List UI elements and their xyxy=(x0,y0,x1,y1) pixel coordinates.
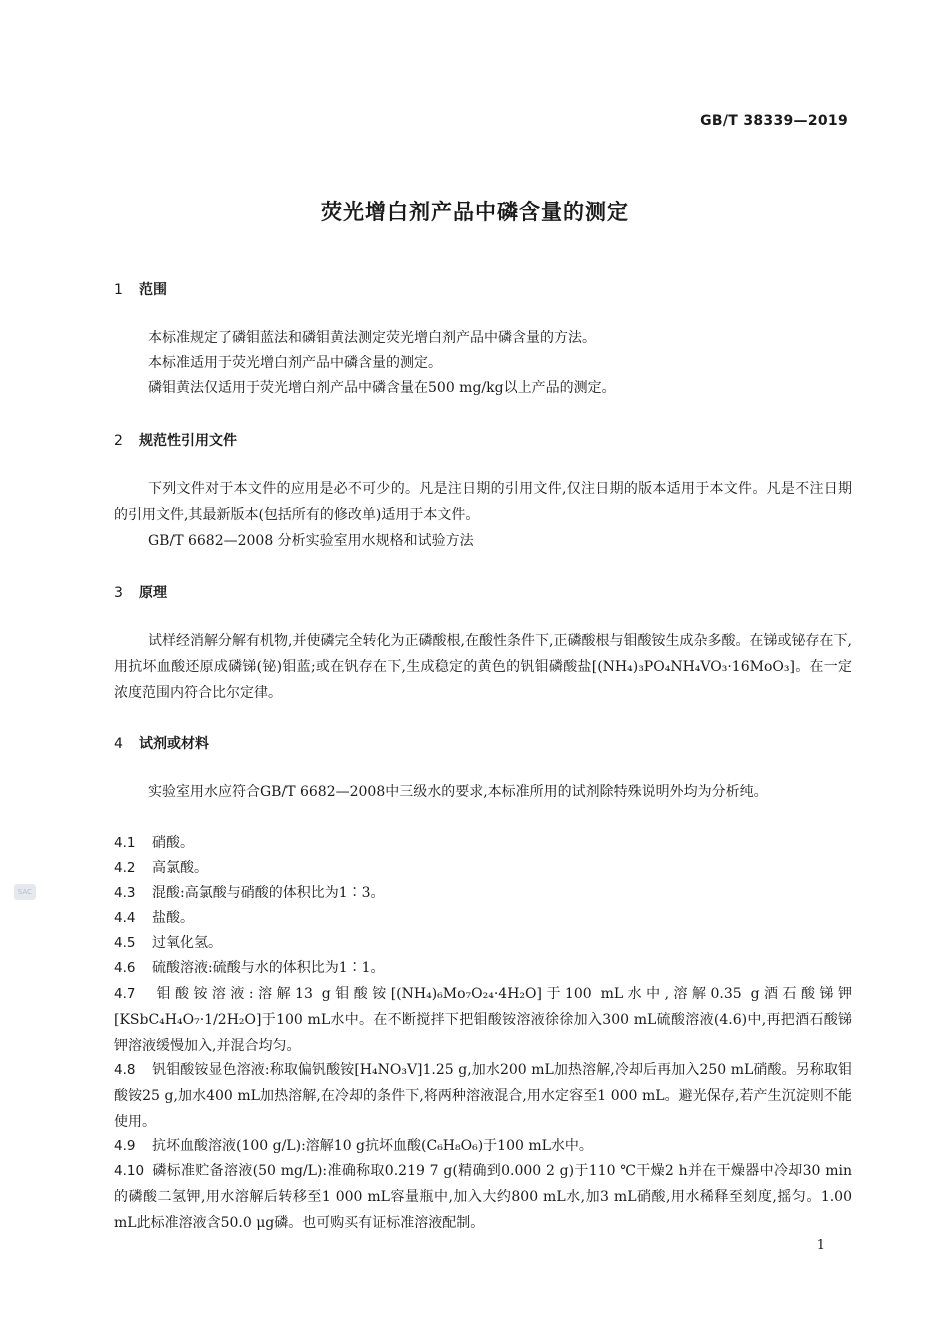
item-text: 钒钼酸铵显色溶液:称取偏钒酸铵[H₄NO₃V]1.25 g,加水200 mL加热溶解,冷却后再加入250 mL硝酸。另称取钼酸铵25 g,加水400 mL加热溶解,在冷却的条件下,将两种溶液混合,用水定容至1 000 mL。避光保存,若产生沉淀则不能使用。 xyxy=(114,1062,852,1130)
reference-entry: GB/T 6682—2008 分析实验室用水规格和试验方法 xyxy=(148,533,474,549)
section-2-heading xyxy=(114,430,237,450)
paragraph: 磷钼黄法仅适用于荧光增白剂产品中磷含量在500 mg/kg以上产品的测定。 xyxy=(148,380,616,396)
item-number: 4.3 xyxy=(114,885,136,901)
list-item xyxy=(114,1158,852,1236)
section-title: 范围 xyxy=(139,282,167,298)
list-item xyxy=(114,1057,852,1135)
paragraph: 本标准适用于荧光增白剂产品中磷含量的测定。 xyxy=(148,355,442,371)
item-text: 混酸:高氯酸与硝酸的体积比为1∶3。 xyxy=(152,885,385,901)
item-text: 抗坏血酸溶液(100 g/L):溶解10 g抗坏血酸(C₆H₈O₆)于100 mL水中。 xyxy=(152,1138,593,1154)
paragraph: 下列文件对于本文件的应用是必不可少的。凡是注日期的引用文件,仅注日期的版本适用于本文件。凡是不注日期的引用文件,其最新版本(包括所有的修改单)适用于本文件。 xyxy=(114,481,852,523)
section-title: 试剂或材料 xyxy=(139,736,209,752)
item-text: 高氯酸。 xyxy=(152,860,208,876)
section-title: 原理 xyxy=(139,585,167,601)
section-number: 3 xyxy=(114,585,123,601)
item-number: 4.2 xyxy=(114,860,136,876)
section-4-heading xyxy=(114,733,209,753)
item-number: 4.8 xyxy=(114,1062,136,1078)
paragraph: 实验室用水应符合GB/T 6682—2008中三级水的要求,本标准所用的试剂除特殊说明外均为分析纯。 xyxy=(148,784,768,800)
item-text: 磷标准贮备溶液(50 mg/L):准确称取0.219 7 g(精确到0.000 2 g)于110 ℃干燥2 h并在干燥器中冷却30 min的磷酸二氢钾,用水溶解后转移至1 000 mL容量瓶中,加入大约800 mL水,加3 mL硝酸,用水稀释至刻度,摇匀。1.00 mL此标准溶液含50.0 μg磷。也可购买有证标准溶液配制。 xyxy=(114,1163,852,1231)
item-number: 4.1 xyxy=(114,835,136,851)
item-text: 硝酸。 xyxy=(152,835,194,851)
paragraph: 试样经消解分解有机物,并使磷完全转化为正磷酸根,在酸性条件下,正磷酸根与钼酸铵生成杂多酸。在锑或铋存在下,用抗坏血酸还原成磷锑(铋)钼蓝;或在钒存在下,生成稳定的黄色的钒钼磷酸盐[(NH₄)₃PO₄NH₄VO₃·16MoO₃]。在一定浓度范围内符合比尔定律。 xyxy=(114,633,852,701)
list-item xyxy=(114,830,852,856)
list-item xyxy=(114,981,852,1059)
item-number: 4.6 xyxy=(114,960,136,976)
item-text: 硫酸溶液:硫酸与水的体积比为1∶1。 xyxy=(152,960,385,976)
item-text: 过氧化氢。 xyxy=(152,935,222,951)
section-title: 规范性引用文件 xyxy=(139,433,237,449)
list-item xyxy=(114,905,852,931)
item-text: 钼酸铵溶液:溶解13 g钼酸铵[(NH₄)₆Mo₇O₂₄·4H₂O]于100 mL水中,溶解0.35 g酒石酸锑钾[KSbC₄H₄O₇·1/2H₂O]于100 mL水中。在不断搅拌下把钼酸铵溶液徐徐加入300 mL硫酸溶液(4.6)中,再把酒石酸锑钾溶液缓慢加入,并混合均匀。 xyxy=(114,986,852,1054)
item-number: 4.5 xyxy=(114,935,136,951)
list-item xyxy=(114,955,852,981)
list-item xyxy=(114,1133,852,1159)
section-3-heading xyxy=(114,582,167,602)
item-number: 4.4 xyxy=(114,910,136,926)
document-title: 荧光增白剂产品中磷含量的测定 xyxy=(321,199,629,224)
item-number: 4.10 xyxy=(114,1163,145,1179)
item-text: 盐酸。 xyxy=(152,910,194,926)
list-item xyxy=(114,855,852,881)
section-number: 2 xyxy=(114,433,123,449)
section-1-heading xyxy=(114,279,167,299)
section-number: 4 xyxy=(114,736,123,752)
section-number: 1 xyxy=(114,282,123,298)
standard-code: GB/T 38339—2019 xyxy=(700,113,848,129)
sac-watermark-logo: SAC xyxy=(14,884,36,900)
item-number: 4.7 xyxy=(114,986,136,1002)
list-item xyxy=(114,930,852,956)
list-item xyxy=(114,880,852,906)
page-number: 1 xyxy=(816,1238,825,1253)
paragraph: 本标准规定了磷钼蓝法和磷钼黄法测定荧光增白剂产品中磷含量的方法。 xyxy=(148,330,596,346)
item-number: 4.9 xyxy=(114,1138,136,1154)
